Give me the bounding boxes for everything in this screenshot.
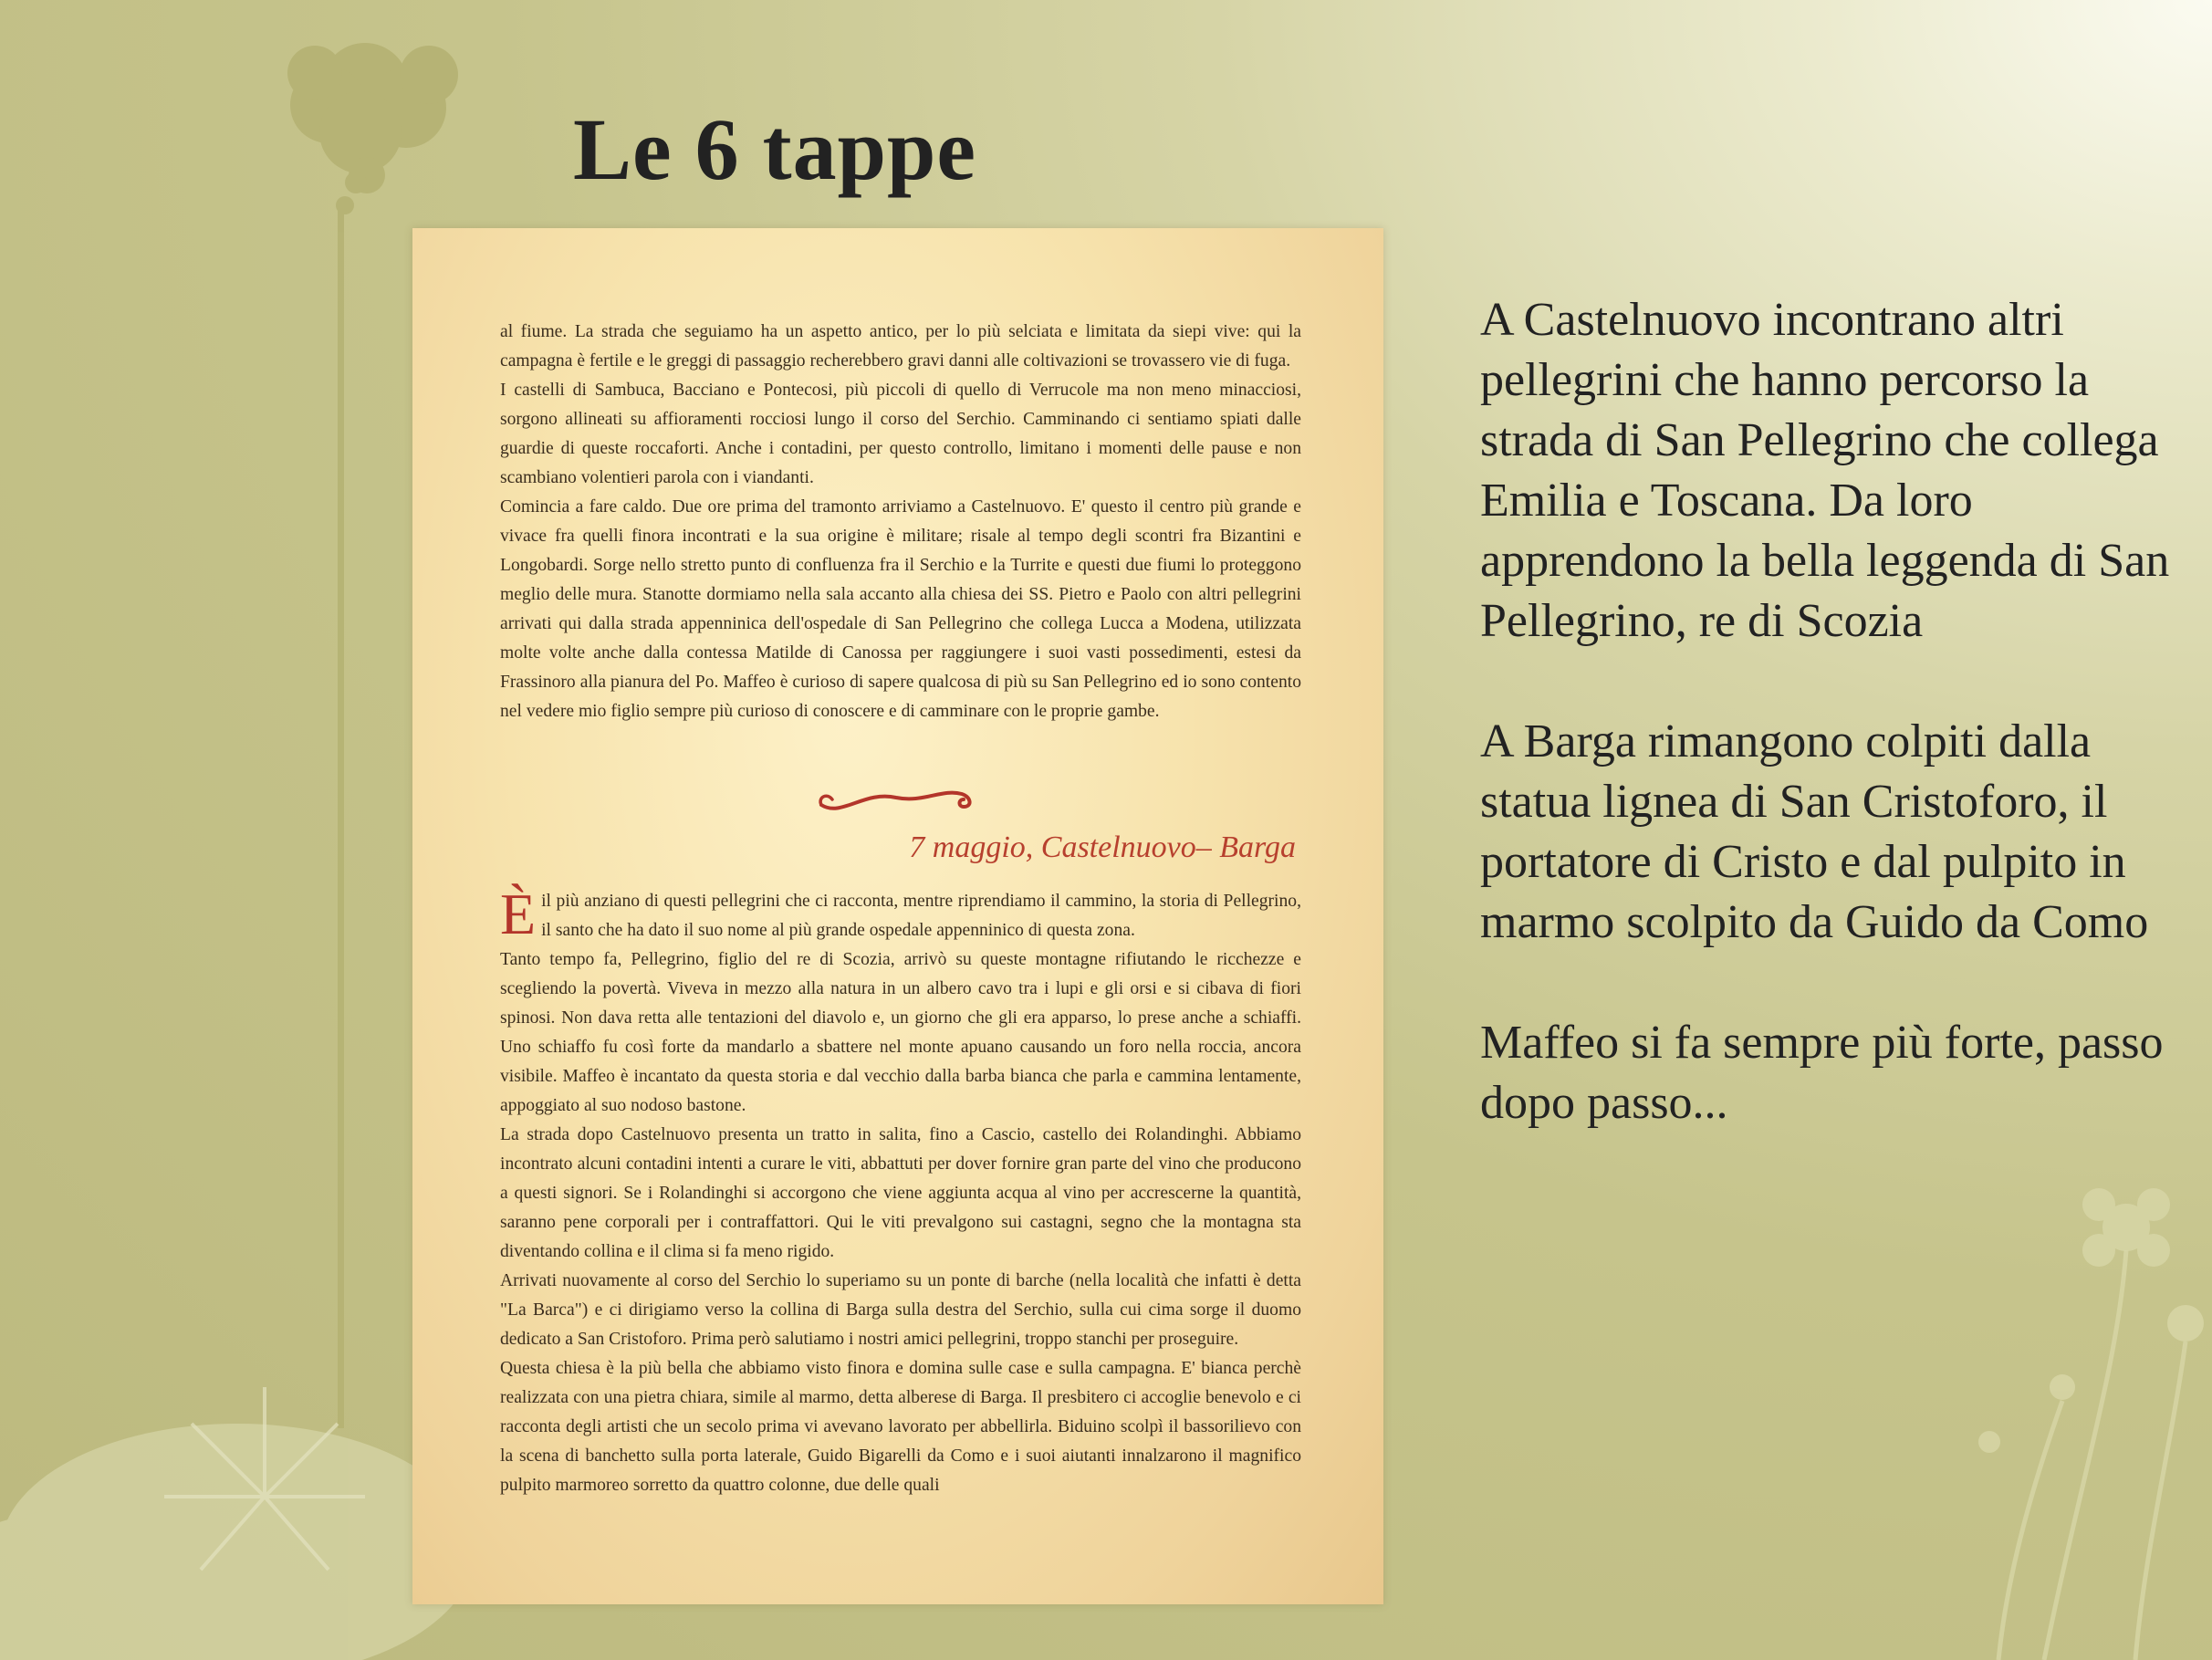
summary-paragraph: Maffeo si fa sempre più forte, passo dopo passo... xyxy=(1480,1017,2164,1129)
document-paragraph: Comincia a fare caldo. Due ore prima del tramonto arriviamo a Castelnuovo. E' questo il centro più grande e vivace fra quelli finora incontrati e la sua origine è militare; risale al tempo degli scontri fra Bizantini e Longobardi. Sorge nello stretto punto di confluenza fra il Serchio e la Turrite e questi due fiumi lo proteggono meglio delle mura. Stanotte dormiamo nella sala accanto alla chiesa dei SS. Pietro e Paolo con altri pellegrini arrivati qui dalla strada appenninica dell'ospedale di San Pellegrino che collega Lucca a Modena, utilizzata molte volte anche dalla contessa Matilde di Canossa per raggiungere i suoi vasti possedimenti, estesi da Frassinoro alla pianura del Po. Maffeo è curioso di sapere qualcosa di più su San Pellegrino ed io sono contento nel vedere mio figlio sempre più curioso di conoscere e di camminare con le proprie gambe. xyxy=(500,497,1301,721)
flourish-ornament xyxy=(814,781,978,818)
document-paragraph: Arrivati nuovamente al corso del Serchio lo superiamo su un ponte di barche (nella località che infatti è detta "La Barca") e ci dirigiamo verso la collina di Barga sulla destra del Serchio, sulla cui cima sorge il duomo dedicato a San Cristoforo. Prima però salutiamo i nostri amici pellegrini, troppo stanchi per proseguire. xyxy=(500,1271,1301,1349)
document-text-part1 xyxy=(500,318,1301,726)
document-paragraph: Tanto tempo fa, Pellegrino, figlio del re di Scozia, arrivò su queste montagne rifiutando le ricchezze e scegliendo la povertà. Viveva in mezzo alla natura in un albero cavo tra i lupi e gli orsi e si cibava di fiori spinosi. Non dava retta alle tentazioni del diavolo e, un giorno che gli era apparso, lo prese anche a schiaffi. Uno schiaffo fu così forte da mandarlo a sbattere nel monte apuano causando un foro nella roccia, ancora visibile. Maffeo è incantato da questa storia e dal vecchio dalla barba bianca che parla e cammina lentamente, appoggiato al suo nodoso bastone. xyxy=(500,950,1301,1115)
document-text-part2 xyxy=(500,882,1301,1500)
document-paragraph: I castelli di Sambuca, Bacciano e Pontecosi, più piccoli di quello di Verrucole ma non meno minacciosi, sorgono allineati su affioramenti rocciosi lungo il corso del Serchio. Camminando ci sentiamo spiati dalle guardie di queste roccaforti. Anche i contadini, per questo controllo, limitano i momenti delle pause e non scambiano volentieri parola con i viandanti. xyxy=(500,381,1301,487)
flower-decoration-right xyxy=(1978,1188,2204,1453)
document-paragraph: Questa chiesa è la più bella che abbiamo visto finora e domina sulle case e sulla campagna. E' bianca perchè realizzata con una pietra chiara, simile al marmo, detta alberese di Barga. Il presbitero ci accoglie benevolo e ci racconta degli artisti che un secolo prima vi avevano lavorato per abbellirla. Biduino scolpì il bassorilievo con la scena di banchetto sulla porta laterale, Guido Bigarelli da Como e i suoi aiutanti innalzarono il magnifico pulpito marmoreo sorretto da quattro colonne, due delle quali xyxy=(500,1359,1301,1495)
document-paragraph: La strada dopo Castelnuovo presenta un tratto in salita, fino a Cascio, castello dei Rolandinghi. Abbiamo incontrato alcuni contadini intenti a curare le viti, abbattuti per dover fornire gran parte del vino che producono a questi signori. Se i Rolandinghi si accorgono che viene aggiunta acqua al vino per accrescerne la quantità, saranno pene corporali per i contraffattori. Qui le viti prevalgono sui castagni, segno che la montagna sta diventando collina e il clima si fa meno rigido. xyxy=(500,1125,1301,1261)
document-paragraph xyxy=(500,882,1301,946)
section-heading: 7 maggio, Castelnuovo– Barga xyxy=(909,830,1296,864)
slide-title: Le 6 tappe xyxy=(573,100,976,198)
first-paragraph-text: il più anziano di questi pellegrini che ci racconta, mentre riprendiamo il cammino, la storia di Pellegrino, il santo che ha dato il suo nome al più grande ospedale appenninico di questa zona. xyxy=(541,892,1301,940)
summary-paragraph: A Barga rimangono colpiti dalla statua lignea di San Cristoforo, il portatore di Cristo e dal pulpito in marmo scolpito da Guido da Como xyxy=(1480,715,2149,948)
document-paragraph: al fiume. La strada che seguiamo ha un aspetto antico, per lo più selciata e limitata da siepi vive: qui la campagna è fertile e le greggi di passaggio recherebbero gravi danni alle coltivazioni se trovassero vie di fuga. xyxy=(500,322,1301,371)
summary-paragraph: A Castelnuovo incontrano altri pellegrini che hanno percorso la strada di San Pellegrino che collega Emilia e Toscana. Da loro apprendono la bella leggenda di San Pellegrino, re di Scozia xyxy=(1480,294,2170,647)
summary-text xyxy=(1480,290,2174,1194)
grass-decoration xyxy=(0,1424,475,1660)
parchment-page xyxy=(412,228,1383,1604)
drop-cap: È xyxy=(500,882,537,946)
